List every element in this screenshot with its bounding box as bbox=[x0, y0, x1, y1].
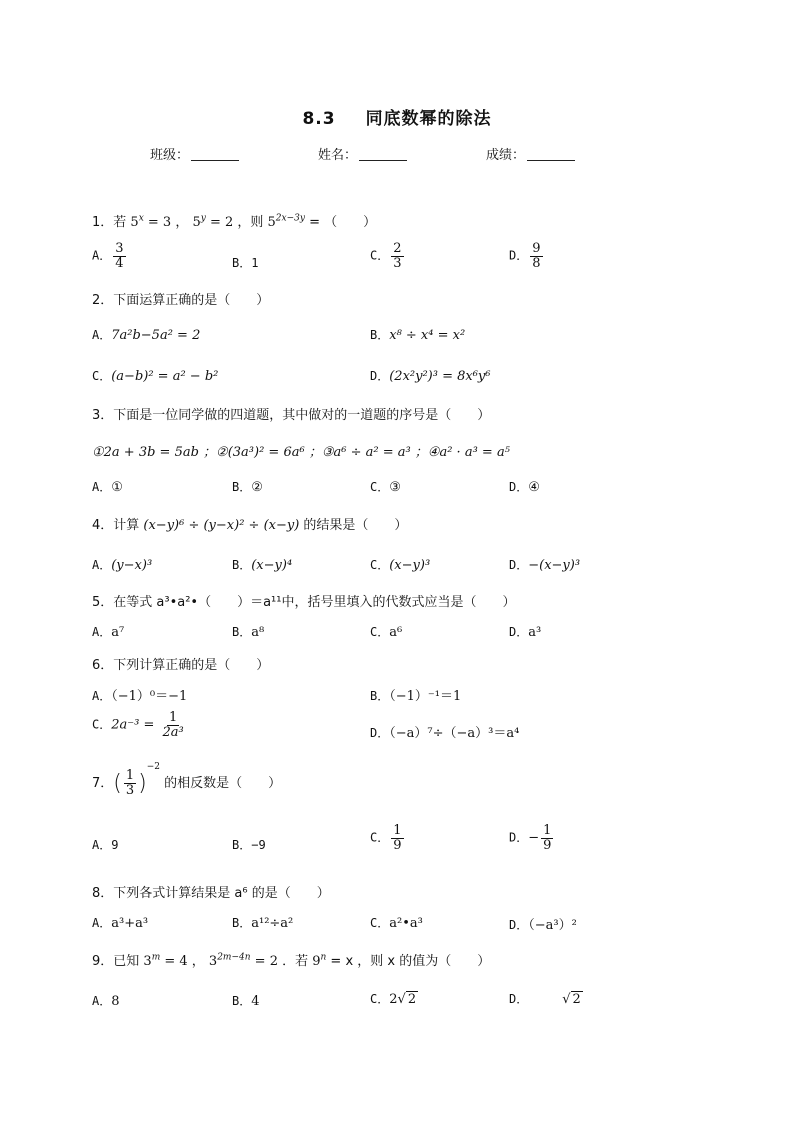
question-7-stem: 7．( $\frac{1}{3}$ )$^{-2}$ 的相反数是（ ） bbox=[92, 762, 282, 798]
q9-option-b[interactable]: B．4 bbox=[232, 994, 260, 1009]
q7-option-b[interactable]: B．−9 bbox=[232, 838, 266, 852]
q2-option-a[interactable]: A．7a²b−5a² = 2 bbox=[92, 328, 201, 343]
q6-option-c[interactable]: C．2a⁻³ = $\frac{1}{\text{2a³}}$ bbox=[92, 710, 184, 740]
name-label: 姓名： bbox=[318, 148, 358, 163]
class-label: 班级： bbox=[150, 148, 190, 163]
q9-option-d[interactable]: D． √ 2 bbox=[509, 992, 581, 1007]
sqrt-expression: √ 2 bbox=[562, 992, 581, 1007]
question-9-stem: 9．已知 $3^m = 4$ ， $3^{2m-4n} = 2$ ．若 $9^n = x$ ，则 x 的值为（ ） bbox=[92, 952, 491, 969]
question-4-stem: 4．计算 (x−y)⁶ ÷ (y−x)² ÷ (x−y) 的结果是（ ） bbox=[92, 518, 408, 533]
q2-option-b[interactable]: B．x⁸ ÷ x⁴ = x² bbox=[370, 328, 466, 343]
name-field bbox=[318, 144, 407, 163]
q9-option-c[interactable]: C．2√ 2 bbox=[370, 992, 417, 1007]
q8-option-b[interactable]: B．a¹²÷a² bbox=[232, 916, 294, 931]
q3-option-a[interactable]: A．① bbox=[92, 480, 123, 495]
q6-option-a[interactable]: A．（−1）⁰＝−1 bbox=[92, 689, 188, 704]
q7-option-d[interactable]: D．− $\frac{1}{9}$ bbox=[509, 823, 552, 853]
question-3-items: ①2a + 3b = 5ab ；②(3a³)² = 6a⁶ ；③a⁶ ÷ a² = a³ ；④a² · a³ = a⁵ bbox=[92, 445, 510, 460]
fraction: $\frac{1}{9}$ bbox=[393, 823, 402, 853]
q2-option-d[interactable]: D．(2x²y²)³ = 8x⁶y⁶ bbox=[370, 369, 491, 384]
question-8-stem: 8．下列各式计算结果是 a⁶ 的是（ ） bbox=[92, 886, 330, 901]
q1-option-d[interactable]: D． $\frac{9}{8}$ bbox=[509, 241, 541, 271]
q6-option-d[interactable]: D．（−a）⁷÷（−a）³＝a⁴ bbox=[370, 726, 520, 741]
fraction: $\frac{1}{3}$ bbox=[125, 768, 135, 798]
class-blank[interactable] bbox=[191, 148, 239, 161]
fraction: $\frac{3}{4}$ bbox=[115, 241, 124, 271]
page-title bbox=[0, 104, 794, 129]
q1-option-c[interactable]: C． $\frac{2}{3}$ bbox=[370, 241, 402, 271]
q8-option-c[interactable]: C．a²•a³ bbox=[370, 916, 423, 931]
class-field bbox=[150, 144, 239, 163]
fraction: $\frac{9}{8}$ bbox=[532, 241, 541, 271]
sqrt-expression: √ 2 bbox=[397, 992, 417, 1007]
q5-option-a[interactable]: A．a⁷ bbox=[92, 625, 125, 640]
fraction: $\frac{1}{\text{2a³}}$ bbox=[162, 710, 184, 740]
q3-option-d[interactable]: D．④ bbox=[509, 480, 540, 495]
q1-option-a[interactable]: A． $\frac{3}{4}$ bbox=[92, 241, 124, 271]
section-number: 8.3 bbox=[302, 109, 336, 129]
question-3-stem: 3．下面是一位同学做的四道题，其中做对的一道题的序号是（ ） bbox=[92, 408, 491, 423]
q2-option-c[interactable]: C．(a−b)² = a² − b² bbox=[92, 369, 219, 384]
q4-option-c[interactable]: C．(x−y)³ bbox=[370, 558, 431, 573]
q6-option-b[interactable]: B．（−1）⁻¹＝1 bbox=[370, 689, 462, 704]
fraction: $\frac{1}{9}$ bbox=[543, 823, 552, 853]
score-field bbox=[486, 144, 575, 163]
q5-option-d[interactable]: D．a³ bbox=[509, 625, 542, 640]
q7-option-a[interactable]: A．9 bbox=[92, 838, 119, 852]
q4-option-b[interactable]: B．(x−y)⁴ bbox=[232, 558, 293, 573]
q8-option-a[interactable]: A．a³+a³ bbox=[92, 916, 149, 931]
question-2-stem: 2．下面运算正确的是（ ） bbox=[92, 293, 270, 308]
score-label: 成绩： bbox=[486, 148, 526, 163]
q8-option-d[interactable]: D．（−a³）² bbox=[509, 918, 577, 933]
q5-option-b[interactable]: B．a⁸ bbox=[232, 625, 265, 640]
question-1-stem: 1．若 $5^x = 3$ ， $5^y = 2$ ，则 $5^{2x-3y}$ = （ ） bbox=[92, 213, 377, 230]
q7-option-c[interactable]: C． $\frac{1}{9}$ bbox=[370, 823, 402, 853]
fraction: $\frac{2}{3}$ bbox=[393, 241, 402, 271]
q9-option-a[interactable]: A．8 bbox=[92, 994, 120, 1009]
q5-option-c[interactable]: C．a⁶ bbox=[370, 625, 403, 640]
question-5-stem: 5．在等式 a³•a²•（ ）＝a¹¹中，括号里填入的代数式应当是（ ） bbox=[92, 595, 516, 610]
q3-option-c[interactable]: C．③ bbox=[370, 480, 401, 495]
q4-option-d[interactable]: D．−(x−y)³ bbox=[509, 558, 581, 573]
question-6-stem: 6．下列计算正确的是（ ） bbox=[92, 658, 270, 673]
score-blank[interactable] bbox=[527, 148, 575, 161]
q1-option-b[interactable]: B．1 bbox=[232, 256, 259, 270]
q4-option-a[interactable]: A．(y−x)³ bbox=[92, 558, 153, 573]
name-blank[interactable] bbox=[359, 148, 407, 161]
q3-option-b[interactable]: B．② bbox=[232, 480, 263, 495]
section-title: 同底数幂的除法 bbox=[365, 109, 492, 129]
